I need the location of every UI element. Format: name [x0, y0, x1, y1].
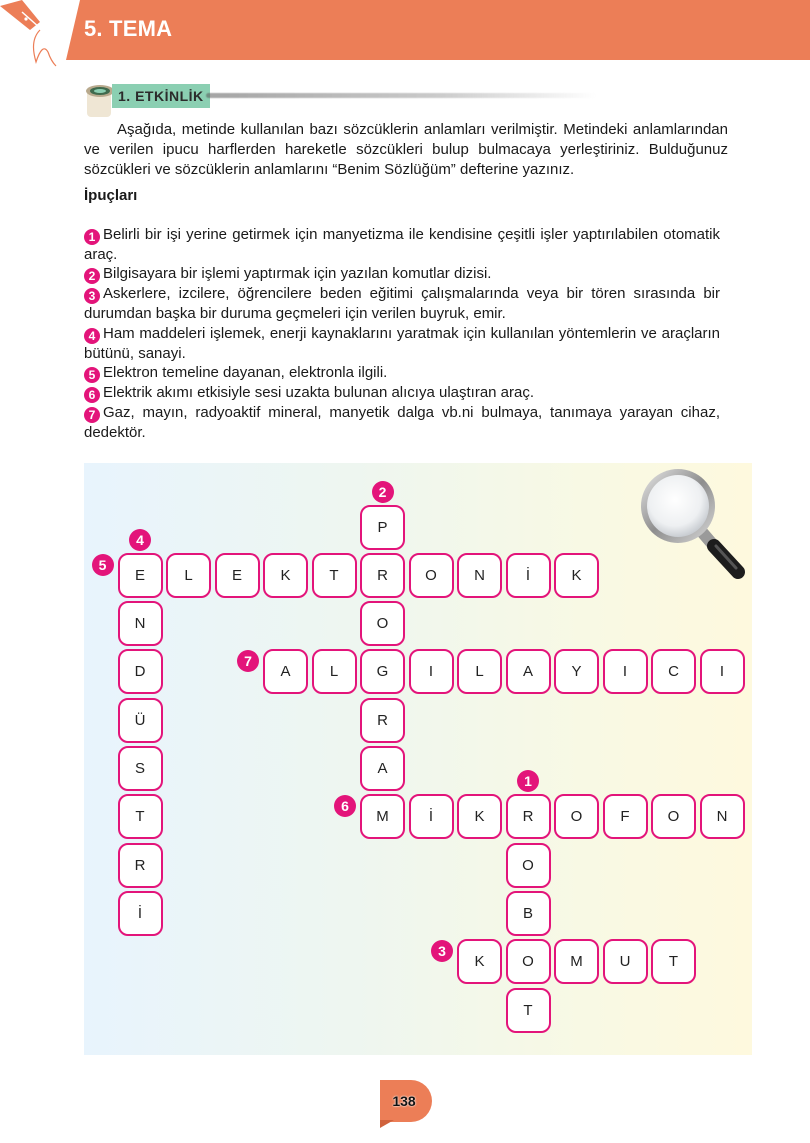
hint-text: Bilgisayara bir işlemi yaptırmak için yazılan komutlar dizisi.	[103, 265, 492, 283]
crossword-cell[interactable]: M	[554, 939, 599, 984]
crossword-cell[interactable]: N	[118, 601, 163, 646]
clue-number-badge: 5	[92, 554, 114, 576]
crossword-cell[interactable]: P	[360, 505, 405, 550]
hint-number-badge: 3	[84, 288, 100, 304]
crossword-cell[interactable]: K	[554, 553, 599, 598]
hint-item	[84, 225, 720, 264]
hint-text: Belirli bir işi yerine getirmek için manyetizma ile kendisine çeşitli işler yaptırılabilen otomatik araç.	[84, 226, 720, 263]
hints-title: İpuçları	[84, 187, 138, 204]
crossword-cell[interactable]: R	[360, 553, 405, 598]
crossword-cell[interactable]: İ	[118, 891, 163, 936]
crossword-cell[interactable]: C	[651, 649, 696, 694]
crossword-cell[interactable]: E	[215, 553, 260, 598]
crossword-cell[interactable]: K	[457, 794, 502, 839]
crossword-cell[interactable]: A	[506, 649, 551, 694]
instructions-text: Aşağıda, metinde kullanılan bazı sözcüklerin anlamları verilmiştir. Metindeki anlamlarından ve verilen ipucu harflerden hareketle sözcükleri bulup bulmacaya yerleştiriniz. Bulduğunuz sözcükleri ve sözcüklerin anlamlarını “Benim Sözlüğüm” defterine yazınız.	[84, 121, 728, 178]
crossword-cell[interactable]: B	[506, 891, 551, 936]
crossword-cell[interactable]: S	[118, 746, 163, 791]
hint-item	[84, 383, 720, 403]
crossword-cell[interactable]: O	[554, 794, 599, 839]
page-title: 5. TEMA	[84, 16, 173, 41]
clue-number-badge: 6	[334, 795, 356, 817]
crossword-cell[interactable]: R	[360, 698, 405, 743]
crossword-cell[interactable]: O	[651, 794, 696, 839]
crossword-cell[interactable]: İ	[506, 553, 551, 598]
crossword-cell[interactable]: M	[360, 794, 405, 839]
magnifier-icon	[638, 466, 750, 581]
clue-number-badge: 7	[237, 650, 259, 672]
crossword-cell[interactable]: O	[360, 601, 405, 646]
crossword-cell[interactable]: O	[506, 939, 551, 984]
hint-text: Ham maddeleri işlemek, enerji kaynaklarını yaratmak için kullanılan yöntemlerin ve araçların bütünü, sanayi.	[84, 324, 720, 362]
crossword-cell[interactable]: K	[263, 553, 308, 598]
hint-text: Askerlere, izcilere, öğrencilere beden eğitimi çalışmalarında veya bir tören sırasında bir durumdan başka bir duruma geçmeleri için verilen buyruk, emir.	[84, 285, 720, 323]
crossword-cell[interactable]: L	[312, 649, 357, 694]
page-number: 138	[392, 1093, 416, 1109]
clue-number-badge: 2	[372, 481, 394, 503]
crossword-cell[interactable]: R	[118, 843, 163, 888]
crossword-cell[interactable]: A	[360, 746, 405, 791]
crossword-cell[interactable]: R	[506, 794, 551, 839]
hint-item	[84, 264, 720, 284]
activity-divider	[206, 93, 596, 98]
hint-number-badge: 2	[84, 268, 100, 284]
hint-text: Elektrik akımı etkisiyle sesi uzakta bulunan alıcıya ulaştıran araç.	[103, 383, 535, 401]
crossword-cell[interactable]: I	[409, 649, 454, 694]
hint-item	[84, 403, 720, 442]
clue-number-badge: 3	[431, 940, 453, 962]
crossword-cell[interactable]: I	[603, 649, 648, 694]
clue-number-badge: 1	[517, 770, 539, 792]
hint-number-badge: 7	[84, 407, 100, 423]
crossword-cell[interactable]: I	[700, 649, 745, 694]
crossword-cell[interactable]: N	[457, 553, 502, 598]
hint-number-badge: 4	[84, 328, 100, 344]
crossword-cell[interactable]: İ	[409, 794, 454, 839]
crossword-cell[interactable]: Ü	[118, 698, 163, 743]
crossword-cell[interactable]: E	[118, 553, 163, 598]
crossword-cell[interactable]: N	[700, 794, 745, 839]
crossword-cell[interactable]: T	[651, 939, 696, 984]
hint-item	[84, 324, 720, 363]
crossword-cell[interactable]: O	[506, 843, 551, 888]
clue-number-badge: 4	[129, 529, 151, 551]
crossword-cell[interactable]: K	[457, 939, 502, 984]
hint-item	[84, 363, 720, 383]
crossword-cell[interactable]: T	[312, 553, 357, 598]
hint-text: Gaz, mayın, radyoaktif mineral, manyetik dalga vb.ni bulmaya, tanımaya yarayan cihaz, dedektör.	[84, 403, 720, 441]
crossword-cell[interactable]: Y	[554, 649, 599, 694]
crossword-cell[interactable]: T	[118, 794, 163, 839]
instructions	[84, 120, 728, 180]
crossword-cell[interactable]: O	[409, 553, 454, 598]
crossword-cell[interactable]: L	[457, 649, 502, 694]
crossword-cell[interactable]: U	[603, 939, 648, 984]
hint-number-badge: 5	[84, 367, 100, 383]
hint-text: Elektron temeline dayanan, elektronla ilgili.	[103, 363, 388, 381]
crossword-cell[interactable]: T	[506, 988, 551, 1033]
hint-number-badge: 6	[84, 387, 100, 403]
hint-number-badge: 1	[84, 229, 100, 245]
hint-item	[84, 284, 720, 323]
pen-icon	[0, 0, 70, 70]
crossword-cell[interactable]: D	[118, 649, 163, 694]
activity-label: 1. ETKİNLİK	[112, 84, 210, 108]
header-band	[66, 0, 810, 60]
crossword-cell[interactable]: L	[166, 553, 211, 598]
hints-list	[84, 225, 720, 442]
crossword-cell[interactable]: A	[263, 649, 308, 694]
crossword-cell[interactable]: G	[360, 649, 405, 694]
crossword-cell[interactable]: F	[603, 794, 648, 839]
